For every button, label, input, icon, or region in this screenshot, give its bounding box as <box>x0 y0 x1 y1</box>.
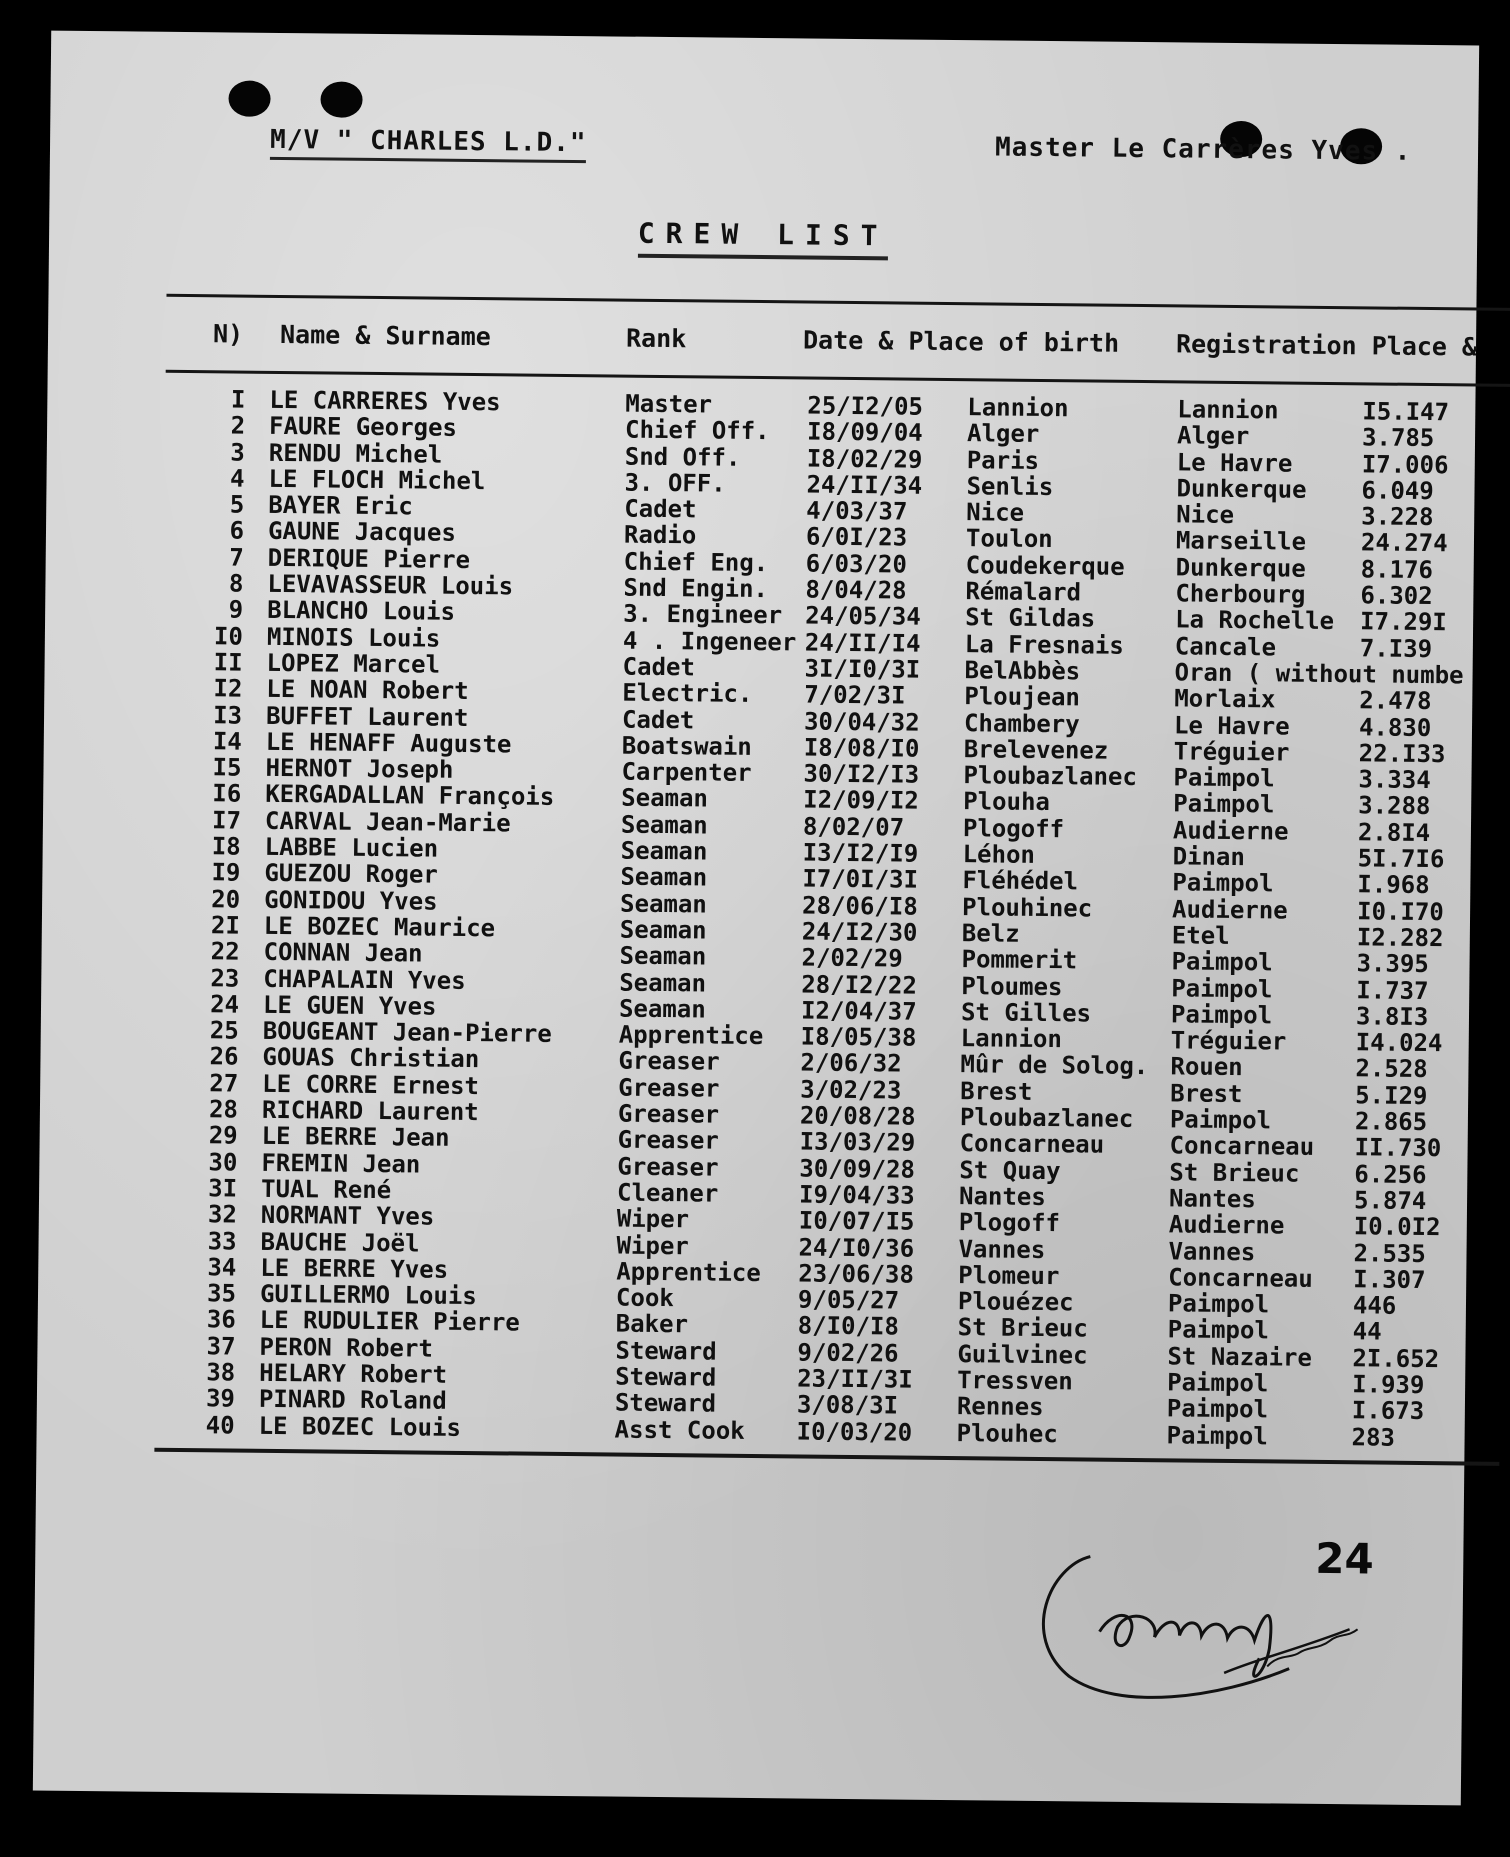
crew-number: 32 <box>207 1200 238 1229</box>
crew-rank: Seaman <box>619 941 707 971</box>
crew-name: KERGADALLAN François <box>265 780 555 812</box>
crew-number: 37 <box>206 1331 236 1361</box>
crew-birth-place: BelAbbès <box>964 656 1081 686</box>
crew-birth-place: Rémalard <box>965 577 1082 607</box>
crew-rank: Chief Eng. <box>623 547 769 577</box>
crew-rank: Electric. <box>622 678 753 709</box>
crew-registration-number: I.968 <box>1357 870 1430 900</box>
crew-number: 23 <box>210 963 240 993</box>
crew-registration-place: Oran ( without numbe <box>1174 658 1464 690</box>
crew-registration-number: I.673 <box>1351 1396 1425 1426</box>
crew-birth-date: 30/09/28 <box>799 1154 916 1184</box>
crew-name: LE FLOCH Michel <box>268 464 486 496</box>
crew-birth-place: St Gildas <box>965 603 1096 633</box>
crew-birth-date: I8/02/29 <box>806 444 923 474</box>
crew-number: 9 <box>228 595 244 624</box>
crew-registration-number: 283 <box>1351 1422 1396 1452</box>
crew-birth-place: Concarneau <box>959 1129 1105 1159</box>
crew-rank: Apprentice <box>618 1020 764 1051</box>
crew-registration-place: Audierne <box>1172 816 1289 846</box>
crew-rank: Seaman <box>620 810 708 840</box>
crew-number: 8 <box>228 569 244 598</box>
crew-birth-date: 9/02/26 <box>797 1338 899 1368</box>
crew-name: CONNAN Jean <box>263 938 423 968</box>
crew-registration-place: Audierne <box>1168 1210 1285 1240</box>
crew-registration-number: 2.535 <box>1353 1238 1426 1268</box>
crew-number: I5 <box>212 753 242 782</box>
crew-registration-place: Morlaix <box>1174 684 1276 714</box>
crew-rank: Boatswain <box>621 731 752 761</box>
crew-name: LE BERRE Jean <box>261 1122 450 1153</box>
crew-number: 5 <box>229 490 245 519</box>
crew-registration-place: Etel <box>1171 921 1230 950</box>
crew-birth-place: Fléhédel <box>962 866 1079 896</box>
crew-birth-place: Plouhinec <box>961 892 1093 923</box>
crew-rank: Master <box>625 389 713 419</box>
crew-number: 20 <box>211 884 241 914</box>
column-header-rank: Rank <box>625 323 687 354</box>
crew-rank: Seaman <box>620 862 708 892</box>
crew-birth-place: Chambery <box>963 708 1080 738</box>
crew-name: GUEZOU Roger <box>264 859 438 890</box>
crew-birth-date: 7/02/3I <box>804 680 906 710</box>
crew-birth-date: 28/I2/22 <box>801 970 918 1000</box>
crew-rank: Steward <box>615 1336 717 1366</box>
crew-registration-number: I4.024 <box>1355 1028 1443 1058</box>
crew-birth-place: Léhon <box>962 840 1036 869</box>
crew-number: 26 <box>209 1042 239 1072</box>
crew-number: II <box>213 648 243 677</box>
crew-registration-place: Paimpol <box>1172 868 1274 898</box>
crew-birth-date: 23/06/38 <box>798 1259 915 1289</box>
crew-number: I7 <box>211 806 242 835</box>
crew-birth-date: 30/I2/I3 <box>803 759 920 789</box>
crew-number: I4 <box>212 727 242 756</box>
crew-rank: 3. OFF. <box>624 468 726 498</box>
crew-registration-number: I7.29I <box>1359 607 1447 637</box>
crew-name: LE GUEN Yves <box>262 990 437 1021</box>
crew-name: LE HENAFF Auguste <box>265 727 512 759</box>
crew-rank: Cleaner <box>616 1178 719 1208</box>
crew-number: 38 <box>206 1358 236 1387</box>
crew-birth-date: I3/I2/I9 <box>802 838 919 868</box>
crew-registration-place: Nice <box>1176 500 1235 530</box>
crew-registration-number: 6.256 <box>1354 1159 1427 1189</box>
crew-name: GUILLERMO Louis <box>259 1279 477 1311</box>
crew-registration-number: 7.I39 <box>1359 633 1433 663</box>
crew-rank: Seaman <box>618 994 706 1024</box>
crew-birth-date: 23/II/3I <box>797 1364 913 1394</box>
crew-birth-place: Toulon <box>965 524 1053 554</box>
crew-name: PERON Robert <box>259 1332 434 1363</box>
crew-registration-place: Rouen <box>1170 1052 1243 1082</box>
crew-birth-date: 4/03/37 <box>806 496 908 526</box>
crew-number: 2I <box>210 911 241 940</box>
crew-number: I <box>230 385 246 414</box>
crew-birth-place: Nantes <box>958 1182 1046 1211</box>
crew-registration-number: 3.395 <box>1356 949 1429 979</box>
crew-name: CHAPALAIN Yves <box>263 964 466 995</box>
crew-registration-place: Cherbourg <box>1175 579 1306 609</box>
crew-rank: Baker <box>615 1309 689 1339</box>
crew-rank: Asst Cook <box>614 1415 745 1445</box>
crew-name: GOUAS Christian <box>262 1043 480 1074</box>
crew-registration-number: 5I.7I6 <box>1357 844 1445 874</box>
crew-registration-number: 2.865 <box>1354 1107 1428 1137</box>
crew-registration-place: Tréguier <box>1170 1026 1287 1056</box>
crew-registration-place: Cancale <box>1174 632 1277 662</box>
crew-birth-place: Nice <box>966 498 1025 527</box>
crew-registration-number: 2I.652 <box>1352 1343 1440 1373</box>
crew-rank: Apprentice <box>616 1257 761 1287</box>
crew-name: RICHARD Laurent <box>261 1095 479 1127</box>
crew-birth-place: La Fresnais <box>964 629 1124 660</box>
crew-birth-date: 3/02/23 <box>800 1075 902 1105</box>
crew-registration-number: I7.006 <box>1361 449 1449 479</box>
crew-name: LE NOAN Robert <box>266 675 469 706</box>
crew-birth-date: 24/I2/30 <box>801 917 918 947</box>
crew-name: RENDU Michel <box>268 438 443 469</box>
crew-rank: Greaser <box>617 1125 719 1155</box>
crew-registration-number: I0.0I2 <box>1353 1212 1441 1242</box>
crew-number: 29 <box>208 1121 238 1150</box>
document-page <box>33 31 1479 1806</box>
crew-registration-place: Dunkerque <box>1175 553 1306 583</box>
crew-number: 7 <box>229 543 244 572</box>
crew-registration-place: Paimpol <box>1170 1000 1273 1030</box>
crew-name: BAUCHE Joël <box>260 1227 420 1257</box>
crew-birth-place: Belz <box>961 919 1020 948</box>
crew-birth-place: Coudekerque <box>965 550 1125 581</box>
crew-birth-date: I0/07/I5 <box>798 1206 915 1236</box>
crew-registration-place: Paimpol <box>1166 1394 1269 1424</box>
crew-birth-date: 24/II/I4 <box>804 628 921 658</box>
crew-birth-place: St Quay <box>959 1155 1061 1185</box>
crew-rank: Steward <box>614 1388 717 1418</box>
crew-registration-number: I5.I47 <box>1362 397 1450 427</box>
crew-rank: Greaser <box>618 1046 720 1077</box>
crew-birth-date: I8/05/38 <box>800 1022 917 1052</box>
crew-name: BOUGEANT Jean-Pierre <box>262 1016 552 1048</box>
crew-name: GAUNE Jacques <box>267 517 457 548</box>
crew-registration-place: Paimpol <box>1171 947 1273 977</box>
crew-rank: Snd Engin. <box>623 573 769 604</box>
crew-registration-number: 24.274 <box>1360 528 1448 558</box>
crew-table <box>37 385 1476 1452</box>
crew-number: I9 <box>211 858 241 887</box>
crew-number: I6 <box>212 779 242 809</box>
crew-birth-place: Mûr de Solog. <box>960 1050 1149 1081</box>
crew-registration-place: Vannes <box>1168 1236 1256 1266</box>
crew-rank: Seaman <box>620 836 708 866</box>
crew-birth-date: I2/09/I2 <box>803 785 919 816</box>
crew-birth-date: 2/06/32 <box>800 1048 902 1078</box>
crew-name: PINARD Roland <box>258 1385 447 1416</box>
crew-birth-place: Lannion <box>960 1024 1063 1054</box>
crew-rank: Steward <box>615 1362 717 1392</box>
crew-birth-date: 24/05/34 <box>805 601 921 632</box>
crew-rank: Seaman <box>619 915 707 945</box>
crew-name: LE CARRERES Yves <box>269 385 501 417</box>
crew-name: BAYER Eric <box>268 491 413 521</box>
crew-birth-place: Ploumes <box>961 971 1063 1001</box>
crew-name: LOPEZ Marcel <box>266 648 441 679</box>
crew-registration-number: 5.I29 <box>1355 1081 1428 1110</box>
crew-birth-date: I0/03/20 <box>796 1417 913 1447</box>
crew-registration-place: Paimpol <box>1173 763 1275 793</box>
crew-birth-date: 8/04/28 <box>805 575 907 605</box>
crew-birth-place: Plogoff <box>958 1208 1061 1238</box>
crew-rank: Greaser <box>618 1073 720 1103</box>
crew-birth-place: Plouézec <box>957 1287 1074 1317</box>
crew-number: I2 <box>213 674 243 703</box>
crew-number: I0 <box>213 621 244 651</box>
crew-number: 2 <box>230 411 246 440</box>
crew-number: 3I <box>208 1174 238 1203</box>
crew-birth-date: 25/I2/05 <box>807 391 924 421</box>
crew-registration-number: 5.874 <box>1353 1186 1427 1215</box>
crew-rank: Wiper <box>616 1204 690 1234</box>
crew-name: LE BOZEC Louis <box>258 1411 462 1442</box>
crew-birth-date: I3/03/29 <box>799 1127 916 1157</box>
column-header-birth: Date & Place of birth <box>802 325 1120 358</box>
crew-registration-place: La Rochelle <box>1174 605 1335 636</box>
divider <box>166 294 1510 311</box>
crew-rank: Wiper <box>616 1231 689 1260</box>
crew-registration-number: 3.288 <box>1358 791 1431 821</box>
crew-registration-place: Alger <box>1176 421 1250 451</box>
crew-birth-place: Brelevenez <box>963 735 1109 765</box>
crew-number: 4 <box>229 464 245 493</box>
crew-number: 34 <box>207 1253 237 1282</box>
crew-registration-number: 3.785 <box>1361 423 1435 453</box>
crew-name: DERIQUE Pierre <box>267 543 471 574</box>
crew-registration-place: Paimpol <box>1169 1105 1272 1135</box>
crew-registration-number: 8.176 <box>1360 555 1434 584</box>
crew-birth-place: Rennes <box>956 1392 1044 1422</box>
crew-name: MINOIS Louis <box>266 622 441 653</box>
column-header-number: N) <box>212 319 244 349</box>
crew-number: 30 <box>208 1147 238 1177</box>
crew-number: 6 <box>229 516 245 546</box>
crew-birth-place: Vannes <box>958 1234 1046 1264</box>
crew-number: 24 <box>210 990 240 1019</box>
crew-rank: Chief Off. <box>624 415 770 446</box>
crew-birth-date: 24/II/34 <box>806 470 923 500</box>
crew-birth-place: Paris <box>966 445 1040 475</box>
crew-number: I8 <box>211 832 241 861</box>
crew-birth-date: 24/I0/36 <box>798 1232 915 1263</box>
crew-birth-date: 28/06/I8 <box>801 891 918 921</box>
crew-birth-date: 3/08/3I <box>796 1390 899 1420</box>
crew-rank: Cook <box>615 1283 674 1313</box>
crew-number: 25 <box>209 1016 239 1045</box>
crew-rank: 4 . Ingeneer <box>622 626 797 657</box>
crew-birth-place: Tressven <box>957 1366 1073 1396</box>
crew-registration-place: Dinan <box>1172 842 1246 872</box>
crew-registration-place: Paimpol <box>1173 789 1275 819</box>
punch-hole <box>228 80 270 116</box>
crew-birth-date: I9/04/33 <box>798 1180 915 1210</box>
crew-name: GONIDOU Yves <box>264 885 438 916</box>
crew-registration-number: I.737 <box>1356 975 1429 1005</box>
crew-number: 36 <box>206 1305 236 1334</box>
crew-rank: Cadet <box>622 652 696 682</box>
crew-name: LEVAVASSEUR Louis <box>267 569 514 601</box>
crew-registration-place: Dunkerque <box>1176 474 1307 504</box>
crew-registration-number: I0.I70 <box>1356 896 1444 926</box>
crew-name: TUAL René <box>260 1174 392 1205</box>
crew-birth-place: Ploujean <box>964 682 1081 712</box>
crew-registration-number: I2.282 <box>1356 923 1444 953</box>
crew-birth-place: Guilvinec <box>957 1339 1088 1370</box>
page-number: 24 <box>1315 1533 1375 1584</box>
crew-birth-place: St Brieuc <box>957 1313 1088 1343</box>
crew-birth-place: Ploubazlanec <box>963 761 1138 792</box>
crew-registration-number: 3.228 <box>1361 502 1434 532</box>
crew-birth-date: 9/05/27 <box>797 1285 900 1315</box>
crew-birth-place: Lannion <box>967 393 1069 423</box>
crew-registration-place: Paimpol <box>1167 1289 1270 1319</box>
column-header-registration: Registration Place & <box>1175 329 1478 362</box>
crew-birth-date: I8/09/04 <box>806 417 923 448</box>
crew-registration-place: Brest <box>1170 1079 1243 1108</box>
crew-rank: Cadet <box>621 705 695 734</box>
crew-registration-number: 44 <box>1352 1317 1382 1346</box>
crew-registration-number: 6.049 <box>1361 476 1434 505</box>
divider <box>154 1448 1499 1466</box>
crew-birth-place: Senlis <box>966 472 1054 501</box>
crew-registration-place: Marseille <box>1175 526 1307 557</box>
crew-birth-place: Brest <box>960 1076 1033 1106</box>
crew-rank: Radio <box>623 521 697 550</box>
crew-registration-place: Lannion <box>1177 395 1279 425</box>
crew-registration-number: 2.528 <box>1355 1054 1428 1084</box>
crew-birth-place: Plouha <box>963 787 1051 817</box>
crew-number: 27 <box>209 1069 239 1098</box>
crew-registration-place: Paimpol <box>1171 973 1273 1003</box>
crew-rank: Greaser <box>617 1152 719 1182</box>
crew-birth-date: 6/03/20 <box>805 549 908 579</box>
crew-name: FREMIN Jean <box>261 1148 421 1179</box>
crew-registration-number: 22.I33 <box>1358 739 1446 769</box>
crew-rank: 3. Engineer <box>623 599 783 630</box>
crew-rank: Snd Off. <box>624 442 741 472</box>
crew-birth-date: 8/I0/I8 <box>797 1311 900 1341</box>
crew-birth-place: Ploubazlanec <box>959 1103 1134 1133</box>
punch-hole <box>320 81 362 117</box>
crew-registration-number: 446 <box>1352 1291 1397 1320</box>
crew-name: LE BERRE Yves <box>260 1253 449 1284</box>
crew-name: FAURE Georges <box>268 412 458 443</box>
crew-registration-place: St Nazaire <box>1167 1342 1313 1372</box>
crew-birth-place: Pommerit <box>961 945 1078 975</box>
crew-registration-place: Tréguier <box>1173 737 1290 767</box>
crew-registration-number: I.939 <box>1352 1370 1425 1400</box>
crew-birth-date: 8/02/07 <box>802 812 905 842</box>
crew-birth-date: 2/02/29 <box>801 943 903 973</box>
crew-name: LE RUDULIER Pierre <box>259 1306 520 1337</box>
crew-registration-number: 4.830 <box>1358 712 1432 742</box>
crew-birth-date: 30/04/32 <box>803 707 920 737</box>
crew-number: 35 <box>206 1279 237 1308</box>
crew-registration-place: Audierne <box>1171 894 1288 925</box>
crew-registration-place: Paimpol <box>1166 1420 1268 1450</box>
crew-name: BLANCHO Louis <box>267 596 456 627</box>
crew-registration-place: St Brieuc <box>1169 1157 1300 1188</box>
crew-rank: Seaman <box>619 968 707 998</box>
crew-name: LABBE Lucien <box>264 832 439 863</box>
crew-birth-date: 20/08/28 <box>799 1101 916 1131</box>
crew-registration-place: Concarneau <box>1169 1131 1315 1162</box>
crew-number: 22 <box>210 937 240 966</box>
crew-registration-place: Paimpol <box>1167 1315 1270 1345</box>
crew-name: HELARY Robert <box>259 1358 448 1389</box>
crew-birth-place: Plomeur <box>958 1260 1060 1290</box>
crew-birth-date: I2/04/37 <box>800 996 917 1026</box>
crew-number: 39 <box>205 1384 236 1413</box>
crew-number: 28 <box>208 1095 239 1124</box>
vessel-name: M/V " CHARLES L.D." <box>270 125 587 163</box>
crew-name: BUFFET Laurent <box>265 701 469 732</box>
crew-name: LE BOZEC Maurice <box>263 911 496 943</box>
crew-birth-date: 6/0I/23 <box>805 522 908 553</box>
crew-registration-place: Paimpol <box>1167 1368 1269 1398</box>
crew-birth-place: Plogoff <box>962 813 1065 843</box>
crew-registration-number: II.730 <box>1354 1133 1442 1163</box>
crew-registration-number: 3.334 <box>1358 765 1431 795</box>
crew-number: I3 <box>213 700 243 730</box>
crew-number: 40 <box>205 1410 235 1440</box>
crew-number: 33 <box>207 1226 237 1256</box>
crew-name: NORMANT Yves <box>260 1201 435 1231</box>
crew-rank: Greaser <box>617 1099 720 1129</box>
crew-registration-number: 6.302 <box>1360 581 1433 611</box>
crew-registration-place: Nantes <box>1168 1184 1256 1214</box>
crew-birth-date: 3I/I0/3I <box>804 654 921 684</box>
crew-registration-number: 3.8I3 <box>1355 1002 1429 1031</box>
crew-rank: Seaman <box>620 889 707 919</box>
crew-registration-place: Concarneau <box>1168 1263 1313 1293</box>
crew-birth-place: St Gilles <box>960 997 1092 1028</box>
crew-name: LE CORRE Ernest <box>262 1069 480 1100</box>
crew-rank: Cadet <box>624 494 697 524</box>
column-header-name: Name & Surname <box>279 319 491 352</box>
crew-registration-place: Le Havre <box>1176 447 1293 478</box>
crew-registration-number: I.307 <box>1353 1265 1426 1294</box>
document-title: CREW LIST <box>638 217 889 261</box>
crew-registration-number: 2.478 <box>1359 686 1432 716</box>
divider <box>166 370 1510 387</box>
crew-rank: Carpenter <box>621 757 752 788</box>
crew-registration-place: Le Havre <box>1173 710 1290 741</box>
crew-birth-place: Plouhec <box>956 1418 1058 1448</box>
crew-name: CARVAL Jean-Marie <box>264 806 511 838</box>
master-name: Master Le Carrères Yves . <box>994 132 1412 167</box>
crew-birth-place: Alger <box>966 419 1040 449</box>
crew-registration-number: 2.8I4 <box>1357 818 1431 847</box>
crew-birth-date: I8/08/I0 <box>803 733 920 763</box>
crew-rank: Seaman <box>621 784 709 813</box>
crew-name: HERNOT Joseph <box>265 754 454 784</box>
crew-number: 3 <box>230 438 245 467</box>
crew-birth-date: I7/0I/3I <box>802 864 919 895</box>
